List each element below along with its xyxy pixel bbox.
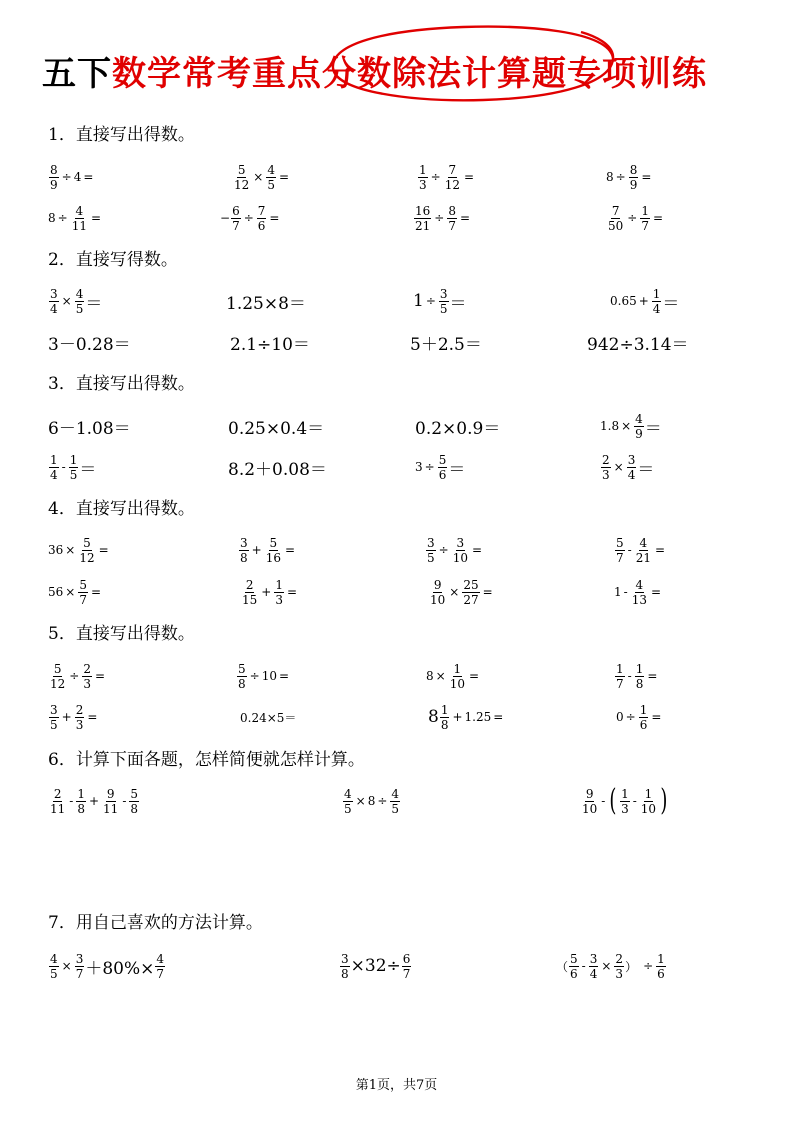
problem-5-1: $\frac{5}{12}$ ÷ $\frac{2}{3}$ = <box>50 661 106 691</box>
problem-1-2: $\frac{5}{12}$ × $\frac{4}{5}$ = <box>234 162 290 192</box>
problem-2-4: 0.65 + $\frac{1}{4}$ ＝ <box>610 286 680 316</box>
problem-row <box>0 281 793 321</box>
problem-1-1: $\frac{8}{9}$ ÷ 4 = <box>50 162 94 192</box>
problem-7-1: $\frac{4}{5}$ × $\frac{3}{7}$ ＋80%× $\frac{4}{7}$ <box>50 951 165 981</box>
section-heading-4: 4．直接写出得数。 <box>48 499 195 519</box>
section-heading-7: 7．用自己喜欢的方法计算。 <box>48 913 263 933</box>
section-heading-2: 2．直接写得数。 <box>48 250 178 270</box>
problem-5-4: 1 7 - $\frac{1}{8}$ = <box>616 661 658 691</box>
title-main: 数学常考重点分数除法计算题专项训练 <box>112 54 707 94</box>
problem-3-6: 8.2＋0.08＝ <box>228 459 327 480</box>
problem-1-8: $\frac{7}{50}$ ÷ $\frac{1}{7}$ = <box>608 203 664 233</box>
problem-4-1: 36 × $\frac{5}{12}$ = <box>48 535 109 565</box>
problem-5-3: 8 × $\frac{1}{10}$ = <box>426 661 480 691</box>
problem-2-7: 5＋2.5＝ <box>410 334 482 355</box>
problem-1-7: $\frac{16}{21}$ ÷ $\frac{8}{7}$ = <box>415 203 471 233</box>
problem-4-8: 1 - $\frac{4}{13}$ = <box>614 577 662 607</box>
problem-3-2: 0.25×0.4＝ <box>228 418 325 439</box>
problem-2-8: 942÷3.14＝ <box>587 334 689 355</box>
problem-1-6: − $\frac{6}{7}$ ÷ $\frac{7}{6}$ = <box>220 203 280 233</box>
problem-row <box>0 946 793 986</box>
page-footer: 第1页，共7页 <box>355 1078 438 1093</box>
problem-row <box>0 198 793 238</box>
problem-4-6: 2 15 + $\frac{1}{3}$ = <box>242 577 298 607</box>
problem-2-2: 1.25×8＝ <box>226 293 306 314</box>
problem-row <box>0 530 793 570</box>
problem-6-2: $\frac{4}{5}$ × 8 ÷ $\frac{4}{5}$ <box>344 786 400 816</box>
problem-5-2: $\frac{5}{8}$ ÷ 10 = <box>238 661 290 691</box>
red-circle-annotation <box>323 22 623 104</box>
problem-4-4: 5 7 - $\frac{4}{21}$ = <box>616 535 666 565</box>
problem-row <box>0 447 793 487</box>
problem-4-7: $\frac{9}{10}$ × $\frac{25}{27}$ = <box>430 577 493 607</box>
problem-3-1: 6－1.08＝ <box>48 418 131 439</box>
problem-1-4: 8 ÷ $\frac{8}{9}$ = <box>606 162 652 192</box>
problem-row <box>0 322 793 362</box>
problem-3-4: 1.8 × $\frac{4}{9}$ ＝ <box>600 411 662 441</box>
problem-3-5: 1 4 - 1 5 ＝ <box>50 452 97 482</box>
problem-5-5: 3 5 + $\frac{2}{3}$ = <box>50 702 98 732</box>
problem-1-3: $\frac{1}{3}$ ÷ $\frac{7}{12}$ = <box>419 162 475 192</box>
problem-row <box>0 697 793 737</box>
problem-2-3: 1 ÷ $\frac{3}{5}$ ＝ <box>413 286 467 316</box>
problem-3-8: $\frac{2}{3}$ × $\frac{3}{4}$ ＝ <box>602 452 655 482</box>
section-heading-6: 6．计算下面各题，怎样简便就怎样计算。 <box>48 750 365 770</box>
title-prefix: 五下 <box>42 54 112 94</box>
problem-2-1: $\frac{3}{4}$ × $\frac{4}{5}$ ＝ <box>50 286 103 316</box>
problem-6-3: 9 10 - ( 1 3 - 1 10 ) <box>582 783 668 818</box>
problem-row <box>0 572 793 612</box>
section-heading-1: 1．直接写出得数。 <box>48 125 195 145</box>
problem-4-2: 3 8 + $\frac{5}{16}$ = <box>240 535 296 565</box>
problem-5-6: 0.24×5＝ <box>240 710 297 725</box>
problem-3-3: 0.2×0.9＝ <box>415 418 501 439</box>
problem-row <box>0 406 793 446</box>
problem-6-1: 2 11 - 1 8 + $\frac{9}{11}$ - 5 8 <box>50 786 139 816</box>
problem-4-5: 56 × $\frac{5}{7}$ = <box>48 577 102 607</box>
section-heading-3: 3．直接写出得数。 <box>48 374 195 394</box>
problem-row <box>0 656 793 696</box>
problem-3-7: 3 ÷ $\frac{5}{6}$ ＝ <box>415 452 466 482</box>
section-heading-5: 5．直接写出得数。 <box>48 624 195 644</box>
problem-1-5: 8 ÷ $\frac{4}{11}$ = <box>48 203 102 233</box>
problem-7-3: （ 5 6 - $\frac{3}{4}$ × $\frac{2}{3}$ ） ÷ $\frac{1}{6}$ <box>556 951 665 981</box>
problem-row <box>0 157 793 197</box>
problem-2-6: 2.1÷10＝ <box>230 334 310 355</box>
problem-4-3: $\frac{3}{5}$ ÷ $\frac{3}{10}$ = <box>427 535 483 565</box>
problem-2-5: 3－0.28＝ <box>48 334 131 355</box>
problem-5-7: 8 1 8 + 1.25 = <box>428 702 504 732</box>
problem-5-8: 0 ÷ $\frac{1}{6}$ = <box>616 702 662 732</box>
problem-7-2: $\frac{3}{8}$ ×32÷ $\frac{6}{7}$ <box>341 951 411 981</box>
problem-row <box>0 781 793 821</box>
